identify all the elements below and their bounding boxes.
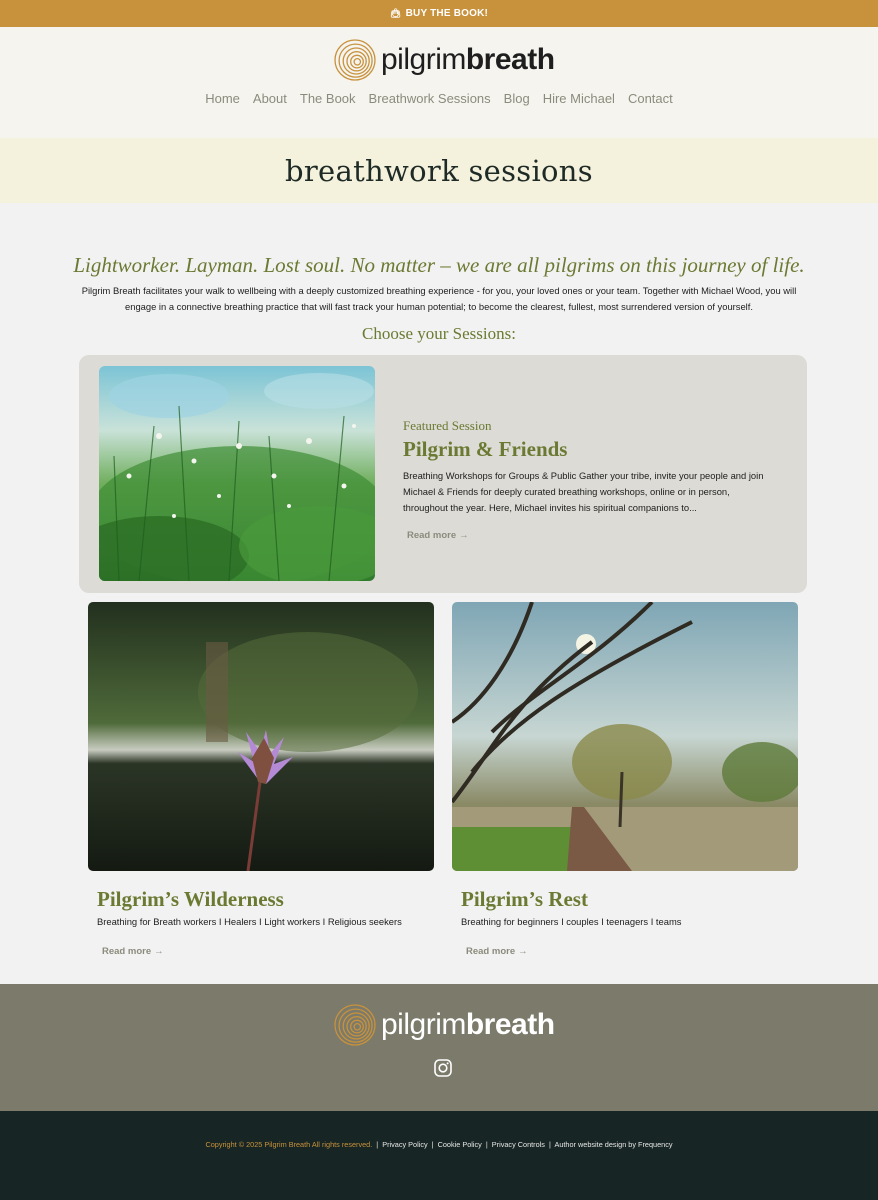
- choose-sessions-heading: Choose your Sessions:: [362, 324, 516, 343]
- tagline: Lightworker. Layman. Lost soul. No matter – we are all pilgrims on this journey of life.: [73, 253, 805, 277]
- wilderness-title[interactable]: Pilgrim’s Wilderness: [97, 887, 284, 911]
- nav-item-breathwork-sessions[interactable]: Breathwork Sessions: [368, 91, 491, 106]
- nav-item-hire-michael[interactable]: Hire Michael: [542, 91, 615, 106]
- page-title: breathwork sessions: [285, 153, 593, 188]
- logo-word-bold: breath: [465, 43, 555, 76]
- rest-subtitle: Breathing for beginners I couples I teenagers I teams: [461, 916, 682, 927]
- arrow-right-icon: →: [518, 946, 528, 957]
- nav-item-about[interactable]: About: [252, 91, 287, 106]
- spiral-logo-icon: [334, 39, 376, 81]
- logo-wordmark: [381, 1008, 555, 1042]
- legal-footer: [0, 1111, 878, 1200]
- read-more-label: Read more: [407, 530, 457, 541]
- logo-word-light: pilgrim: [381, 1008, 466, 1041]
- wilderness-session-image[interactable]: [88, 602, 434, 871]
- nav-item-blog[interactable]: Blog: [503, 91, 530, 106]
- site-logo[interactable]: [334, 39, 555, 81]
- buy-the-book-label: BUY THE BOOK!: [405, 8, 489, 19]
- featured-session-image[interactable]: [99, 366, 375, 581]
- instagram-icon[interactable]: [434, 1059, 452, 1077]
- author-credit-link[interactable]: Author website design by Frequency: [554, 1140, 673, 1149]
- main-nav: [0, 91, 878, 106]
- logo-word-light: pilgrim: [381, 43, 466, 76]
- nav-item-contact[interactable]: Contact: [627, 91, 673, 106]
- cookie-policy-link[interactable]: Cookie Policy: [437, 1140, 482, 1149]
- featured-title[interactable]: Pilgrim & Friends: [403, 437, 568, 461]
- wilderness-subtitle: Breathing for Breath workers I Healers I Light workers I Religious seekers: [97, 916, 402, 927]
- logo-wordmark: [381, 43, 555, 77]
- logo-word-bold: breath: [465, 1008, 555, 1041]
- spiral-logo-icon: [334, 1004, 376, 1046]
- nav-item-the-book[interactable]: The Book: [299, 91, 356, 106]
- wilderness-read-more-link[interactable]: [102, 946, 164, 957]
- footer-logo[interactable]: [334, 1004, 555, 1046]
- arrow-right-icon: →: [154, 946, 164, 957]
- legal-line: [0, 1140, 878, 1149]
- site-footer: [0, 984, 878, 1111]
- page-title-band: [0, 138, 878, 203]
- separator: |: [376, 1140, 379, 1149]
- copyright-text: Copyright © 2025 Pilgrim Breath All rights reserved.: [205, 1140, 373, 1149]
- rest-session-image[interactable]: [452, 602, 798, 871]
- rest-read-more-link[interactable]: [466, 946, 528, 957]
- separator: |: [431, 1140, 434, 1149]
- site-header: [0, 27, 878, 138]
- read-more-label: Read more: [102, 946, 152, 957]
- privacy-policy-link[interactable]: Privacy Policy: [382, 1140, 428, 1149]
- intro-text: Pilgrim Breath facilitates your walk to wellbeing with a deeply customized breathing experience - for you, your loved ones or your team. Together with Michael Wood, you will engage in a connective breathing practice that will fast track your human potential; to become the clearest, fullest, most surrendered version of yourself.: [81, 285, 797, 312]
- featured-eyebrow: Featured Session: [403, 418, 492, 433]
- featured-session-card: [79, 355, 807, 593]
- read-more-label: Read more: [466, 946, 516, 957]
- separator: |: [485, 1140, 488, 1149]
- rest-title[interactable]: Pilgrim’s Rest: [461, 887, 588, 911]
- featured-read-more-link[interactable]: [407, 530, 469, 541]
- buy-the-book-bar[interactable]: [0, 0, 878, 27]
- featured-description: Breathing Workshops for Groups & Public Gather your tribe, invite your people and join Michael & Friends for deeply curated breathing workshops, online or in person, throughout the year. Here, Michael invites his spiritual companions to...: [403, 470, 764, 513]
- arrow-right-icon: →: [459, 530, 469, 541]
- nav-item-home[interactable]: Home: [205, 91, 240, 106]
- shopping-bag-icon: 👜︎: [389, 8, 402, 18]
- privacy-controls-link[interactable]: Privacy Controls: [491, 1140, 545, 1149]
- separator: |: [548, 1140, 551, 1149]
